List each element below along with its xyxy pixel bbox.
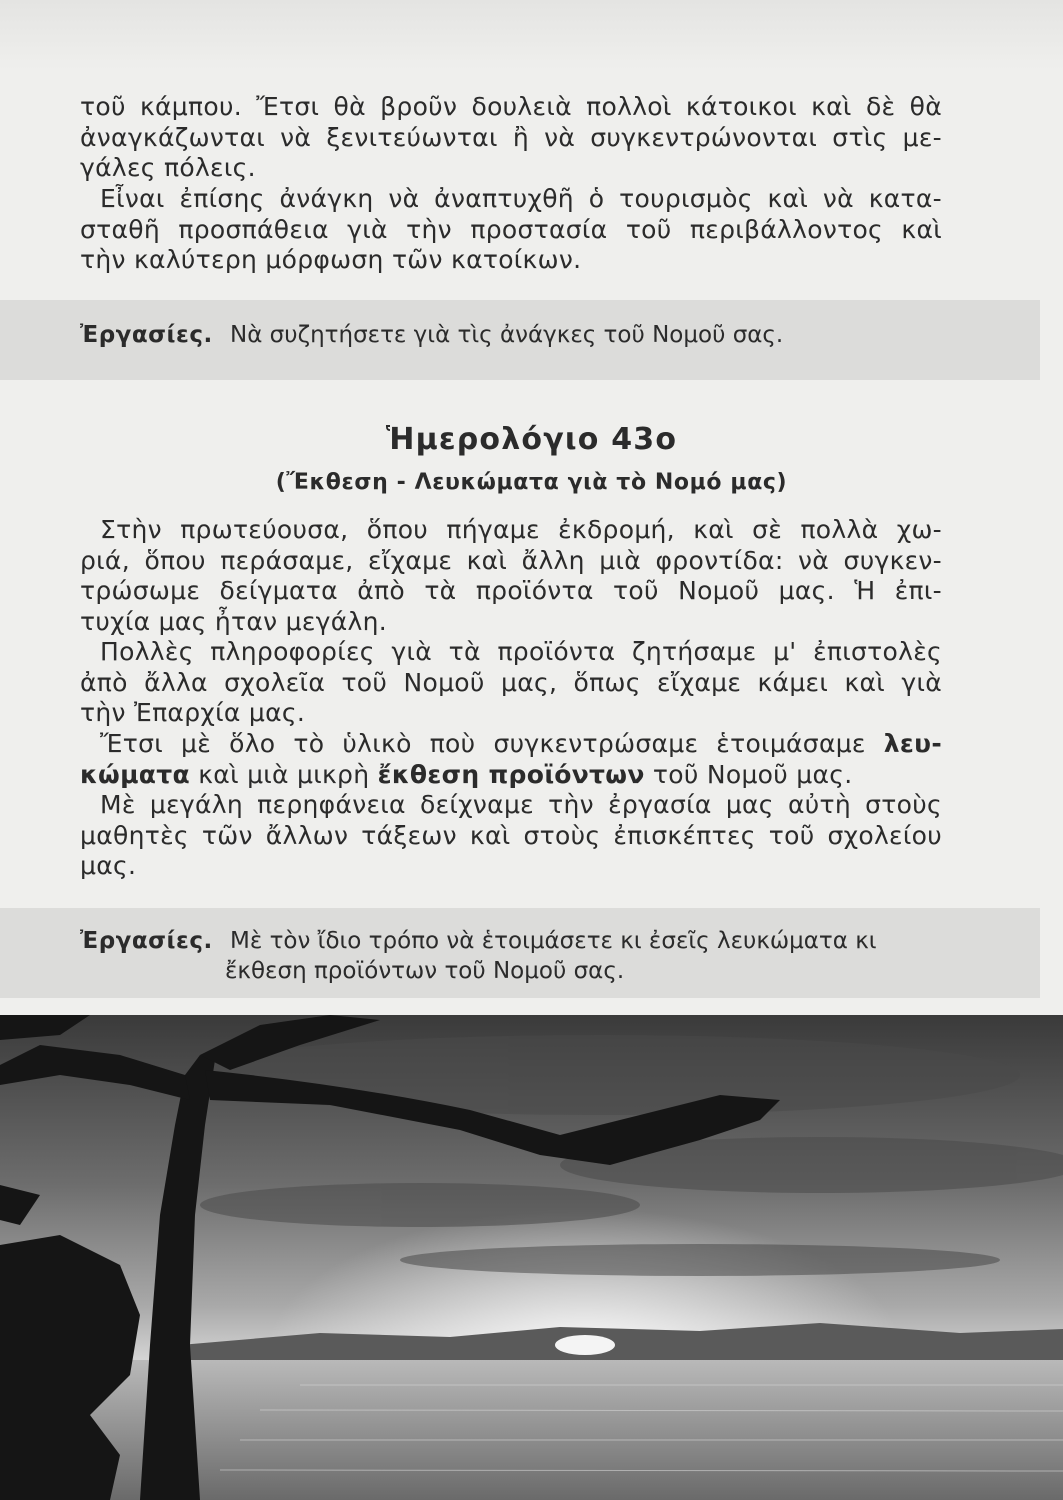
- task-label: Ἐργασίες.: [80, 928, 213, 954]
- task-box-2: [0, 908, 1040, 998]
- text-line: τυχία μας ἦταν μεγάλη.: [80, 606, 388, 636]
- text-line: ἀναγκάζωνται νὰ ξενιτεύωνται ἢ νὰ συγκεντρώνονται στὶς με-: [80, 122, 942, 152]
- task-label: Ἐργασίες.: [80, 322, 213, 348]
- task-text: Μὲ τὸν ἴδιο τρόπο νὰ ἑτοιμάσετε κι ἐσεῖς λευκώματα κι: [230, 928, 877, 954]
- text-line: μαθητὲς τῶν ἄλλων τάξεων καὶ στοὺς ἐπισκέπτες τοῦ σχολείου: [80, 820, 942, 850]
- intro-paragraph-1: [80, 92, 942, 184]
- text-span: καὶ μιὰ μικρὴ: [198, 759, 370, 789]
- task-text: ἔκθεση προϊόντων τοῦ Νομοῦ σας.: [225, 958, 625, 984]
- text-line: [80, 729, 942, 760]
- text-line: Στὴν πρωτεύουσα, ὅπου πήγαμε ἐκδρομή, καὶ σὲ πολλὰ χω-: [100, 515, 942, 544]
- text-line: [80, 760, 942, 791]
- text-span: τοῦ Νομοῦ μας.: [652, 759, 853, 789]
- text-span: Ἔτσι μὲ ὅλο τὸ ὑλικὸ ποὺ συγκεντρώσαμε ἑτοιμάσαμε: [100, 729, 866, 758]
- text-line: Εἶναι ἐπίσης ἀνάγκη νὰ ἀναπτυχθῆ ὁ τουρισμὸς καὶ νὰ κατα-: [100, 184, 942, 213]
- intro-paragraph-2: [80, 184, 942, 276]
- body-paragraph-4: [80, 790, 942, 882]
- text-line: σταθῆ προσπάθεια γιὰ τὴν προστασία τοῦ περιβάλλοντος καὶ: [80, 214, 942, 244]
- body-paragraph-2: [80, 637, 942, 729]
- text-line: τοῦ κάμπου. Ἔτσι θὰ βροῦν δουλειὰ πολλοὶ κάτοικοι καὶ δὲ θὰ: [80, 92, 942, 121]
- text-line: τρώσωμε δείγματα ἀπὸ τὰ προϊόντα τοῦ Νομοῦ μας. Ἡ ἐπι-: [80, 576, 942, 605]
- section-subtitle: (Ἔκθεση - Λευκώματα γιὰ τὸ Νομό μας): [275, 470, 788, 495]
- text-line: τὴν καλύτερη μόρφωση τῶν κατοίκων.: [80, 245, 582, 274]
- bold-term: λευ-: [883, 729, 942, 758]
- text-line: ριά, ὅπου περάσαμε, εἴχαμε καὶ ἄλλη μιὰ φροντίδα: νὰ συγκεν-: [80, 545, 942, 575]
- bold-term: κώματα: [80, 759, 190, 789]
- task-box-1: [0, 300, 1040, 380]
- bold-term: ἔκθεση προϊόντων: [377, 759, 645, 789]
- task-text: Νὰ συζητήσετε γιὰ τὶς ἀνάγκες τοῦ Νομοῦ σας.: [230, 322, 784, 348]
- page-top-edge: [0, 0, 1063, 70]
- text-line: γάλες πόλεις.: [80, 153, 256, 182]
- text-line: Μὲ μεγάλη περηφάνεια δείχναμε τὴν ἐργασία μας αὐτὴ στοὺς: [100, 790, 942, 819]
- text-line: Πολλὲς πληροφορίες γιὰ τὰ προϊόντα ζητήσαμε μ' ἐπιστολὲς: [100, 637, 942, 666]
- text-line: μας.: [80, 851, 137, 880]
- text-line: ἀπὸ ἄλλα σχολεῖα τοῦ Νομοῦ μας, ὅπως εἴχαμε κάμει καὶ γιὰ: [80, 667, 942, 697]
- body-paragraph-3: [80, 729, 942, 790]
- setting-sun: [555, 1335, 615, 1355]
- text-line: τὴν Ἐπαρχία μας.: [80, 698, 306, 727]
- sunset-sea-photo: [0, 1015, 1063, 1500]
- section-title: Ἡμερολόγιο 43ο: [385, 422, 678, 457]
- body-paragraph-1: [80, 515, 942, 637]
